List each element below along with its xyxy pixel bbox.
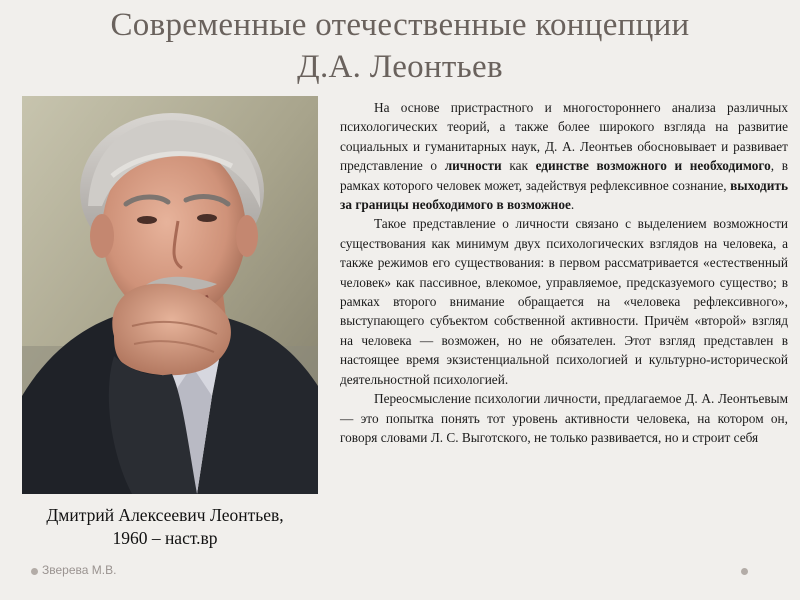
term-personality: личности [444,158,502,174]
paragraph-1-text-c: , в рамках которого человек может, задействуя рефлексивное сознание, [340,158,788,193]
caption-years: 1960 – наст.вр [112,528,218,548]
paragraph-3: Переосмысление психологии личности, предлагаемое Д. А. Леонтьевым — это попытка понять тот уровень активности человека, на котором он, говоря словами Л. С. Выготского, не только развивается, но и строит себя [340,391,788,445]
paragraph-1-text-b: как [501,158,536,174]
paragraph-2: Такое представление о личности связано с выделением возможности существования как минимум двух психологических взглядов на человека, а также режимов его существования: в первом рассматривается «естественный человек» как пассивное, влекомое, управляемое, предсказуемого существо; в рамках второго внимание обращается на «человека рефлексивного», выступающего субъектом собственной активности. Причём «второй» взгляд на человека — возможен, но не обязателен. Этот взгляд представлен в настоящее время экзистенциальной психологией и культурно-исторической деятельностной психологией. [340,216,788,387]
title-line-1: Современные отечественные концепции [110,7,690,43]
footer-left-dot [31,568,38,575]
caption-name: Дмитрий Алексеевич Леонтьев, [46,505,284,525]
paragraph-1 [340,98,788,214]
slide-title [20,4,780,88]
footer-right-dot [741,568,748,575]
portrait-caption [4,504,326,550]
paragraph-1-text-a: На основе пристрастного и многостороннего анализа различных психологических теорий, а также более широкого взгляда на развитие социальных и гуманитарных наук, Д. А. Леонтьев обосновывает и развивает представление о [340,100,788,174]
term-go-beyond: выходить за границы необходимого в возможное [340,177,788,213]
term-unity: единстве возможного и необходимого [535,158,771,174]
footer-author: Зверева М.В. [42,563,117,577]
title-line-2: Д.А. Леонтьев [297,49,503,85]
portrait-photo [22,96,318,494]
body-text [340,98,788,447]
paragraph-1-text-d: . [570,197,575,213]
